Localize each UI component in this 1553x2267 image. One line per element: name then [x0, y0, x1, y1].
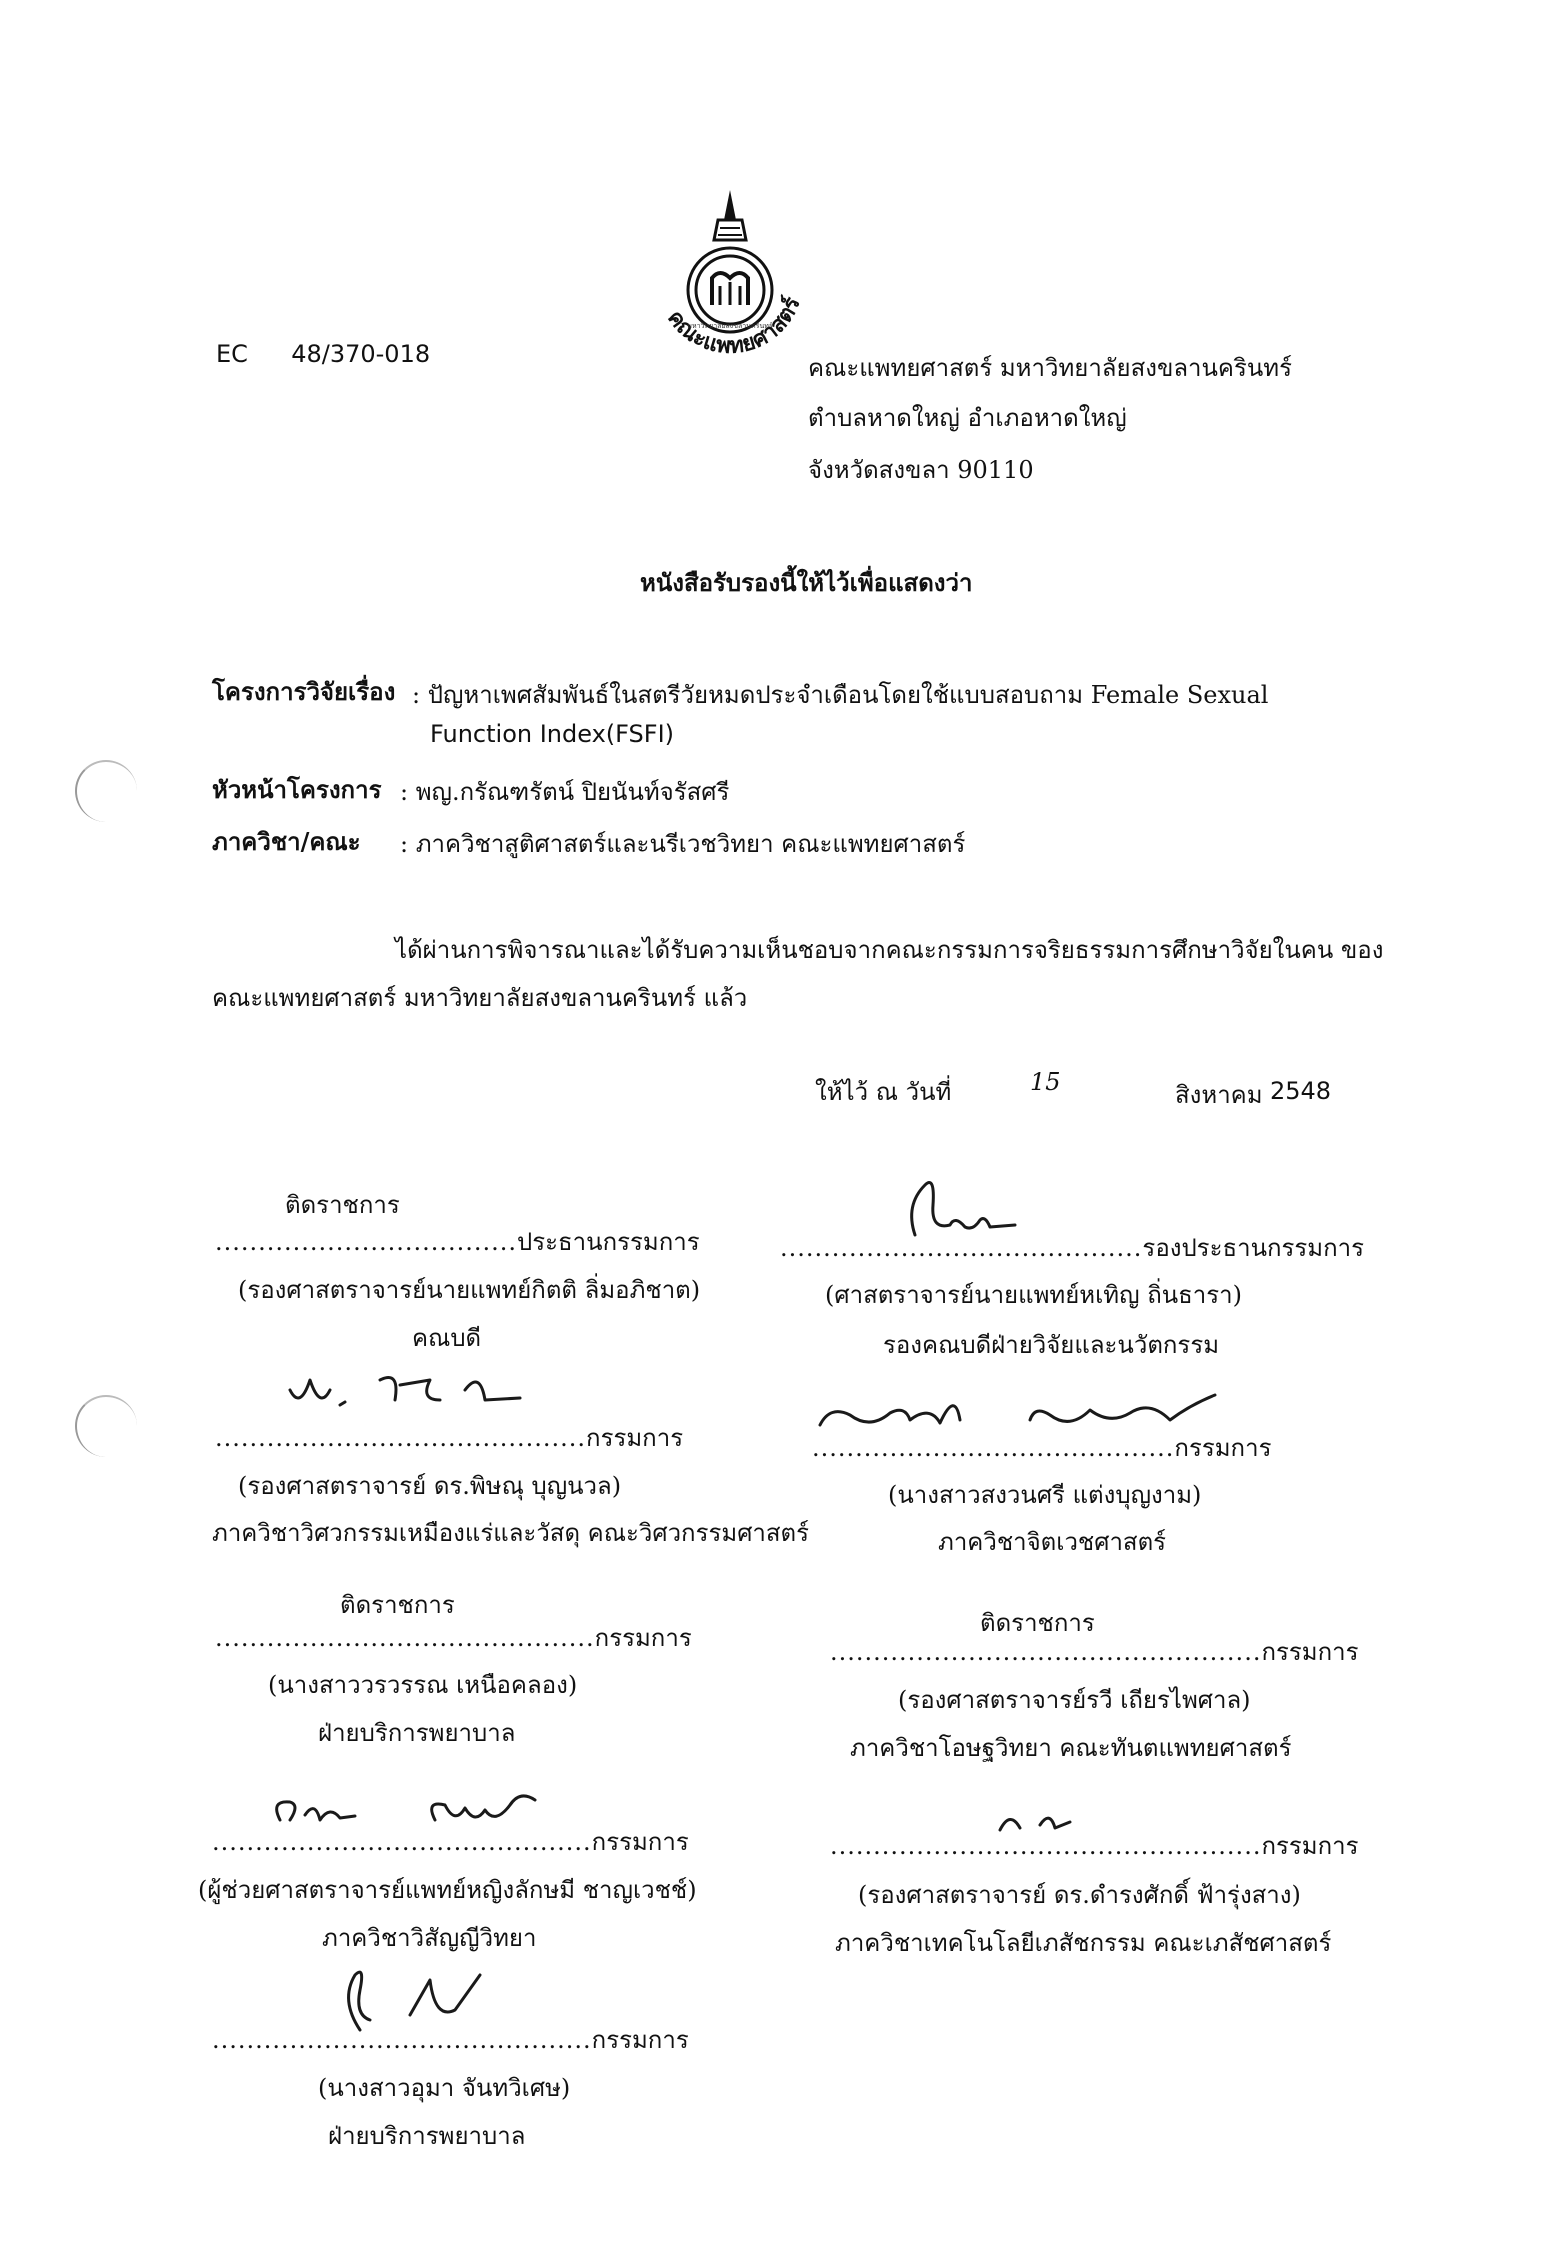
signatory-9-name: (นางสาวอุมา จันทวิเศษ) [318, 2074, 571, 2102]
leader-value: : พญ.กรัณฑรัตน์ ปิยนันท์จรัสศรี [400, 778, 730, 806]
signatory-8-role: กรรมการ [1261, 1832, 1359, 1860]
signatory-8-line [830, 1826, 1358, 1865]
signatory-2-name: (ศาสตราจารย์นายแพทย์หเทิญ ถิ่นธารา) [825, 1281, 1242, 1309]
signatory-5-position: ฝ่ายบริการพยาบาล [318, 1719, 516, 1747]
certificate-title: หนังสือรับรองนี้ให้ไว้เพื่อแสดงว่า [640, 568, 973, 597]
signatory-9-position: ฝ่ายบริการพยาบาล [328, 2122, 526, 2150]
signature-dots: .......................................... [812, 1434, 1175, 1462]
signature-dots: ............................................ [215, 1624, 595, 1652]
signatory-3-line [215, 1418, 683, 1457]
signatory-1-position: คณบดี [412, 1324, 482, 1352]
ref-number: 48/370-018 [291, 340, 431, 368]
signatory-7-line [212, 1822, 689, 1861]
signatory-6-role: กรรมการ [1261, 1638, 1359, 1666]
issue-date-day: 15 [1030, 1068, 1061, 1096]
punch-hole-bottom [75, 1395, 137, 1457]
ref-prefix: EC [216, 340, 248, 368]
signature-dots: .................................................. [830, 1638, 1262, 1666]
seal-inner-text: มหาวิทยาลัยสงขลานครินทร์ [687, 322, 773, 330]
signatory-7-position: ภาควิชาวิสัญญีวิทยา [322, 1924, 537, 1952]
signatory-2-role: รองประธานกรรมการ [1142, 1234, 1365, 1262]
faculty-seal [640, 180, 820, 370]
address-line-2: ตำบลหาดใหญ่ อำเภอหาดใหญ่ [808, 404, 1127, 432]
signatory-7-name: (ผู้ช่วยศาสตราจารย์แพทย์หญิงลักษมี ชาญเวชช์) [198, 1876, 697, 1904]
signatory-4-name: (นางสาวสงวนศรี แต่งบุญงาม) [888, 1481, 1202, 1509]
signatory-4-line [812, 1428, 1271, 1467]
dept-label: ภาควิชา/คณะ [212, 827, 361, 856]
signatory-5-name: (นางสาววรวรรณ เหนือคลอง) [268, 1671, 578, 1699]
project-title-line-1: : ปัญหาเพศสัมพันธ์ในสตรีวัยหมดประจำเดือนโดยใช้แบบสอบถาม Female Sexual [412, 681, 1269, 709]
signature-dots: ................................... [215, 1228, 518, 1256]
address-line-1: คณะแพทยศาสตร์ มหาวิทยาลัยสงขลานครินทร์ [808, 354, 1292, 382]
signatory-9-role: กรรมการ [591, 2026, 689, 2054]
signatory-1-note: ติดราชการ [285, 1191, 400, 1219]
signatory-2-line [780, 1228, 1364, 1267]
issue-date-prefix: ให้ไว้ ณ วันที่ [815, 1078, 952, 1106]
signatory-3-position: ภาควิชาวิศวกรรมเหมืองแร่และวัสดุ คณะวิศวกรรมศาสตร์ [212, 1519, 810, 1547]
issue-date-year: 2548 [1270, 1077, 1332, 1105]
signature-dots: ........................................... [215, 1424, 587, 1452]
signatory-2-position: รองคณบดีฝ่ายวิจัยและนวัตกรรม [883, 1331, 1220, 1359]
signatory-6-position: ภาควิชาโอษฐวิทยา คณะทันตแพทยศาสตร์ [850, 1734, 1292, 1762]
signatory-3-name: (รองศาสตราจารย์ ดร.พิษณุ บุญนวล) [238, 1472, 622, 1500]
signatory-3-role: กรรมการ [586, 1424, 684, 1452]
signatory-6-name: (รองศาสตราจารย์รวี เถียรไพศาล) [898, 1686, 1251, 1714]
signatory-6-line [830, 1632, 1358, 1671]
signature-dots: ............................................ [212, 1828, 592, 1856]
signatory-4-role: กรรมการ [1174, 1434, 1272, 1462]
project-label: โครงการวิจัยเรื่อง [212, 677, 396, 706]
signatory-5-line [215, 1618, 692, 1657]
body-line-2: คณะแพทยศาสตร์ มหาวิทยาลัยสงขลานครินทร์ แล้ว [212, 984, 748, 1012]
leader-label: หัวหน้าโครงการ [212, 775, 382, 804]
signature-dots: .................................................. [830, 1832, 1262, 1860]
signatory-5-note: ติดราชการ [340, 1591, 455, 1619]
punch-hole-top [75, 760, 137, 822]
signatory-4-position: ภาควิชาจิตเวชศาสตร์ [938, 1528, 1167, 1556]
project-title-line-2: Function Index(FSFI) [430, 720, 675, 748]
signatory-1-name: (รองศาสตราจารย์นายแพทย์กิตติ ลิ่มอภิชาต) [238, 1276, 701, 1304]
reference-number [216, 340, 430, 368]
address-line-3: จังหวัดสงขลา 90110 [808, 456, 1034, 484]
body-line-1: ได้ผ่านการพิจารณาและได้รับความเห็นชอบจากคณะกรรมการจริยธรรมการศึกษาวิจัยในคน ของ [395, 936, 1384, 964]
signatory-6-note: ติดราชการ [980, 1609, 1095, 1637]
signatory-7-role: กรรมการ [591, 1828, 689, 1856]
signatory-9-line [212, 2020, 689, 2059]
signature-dots: .......................................... [780, 1234, 1143, 1262]
signatory-1-role: ประธานกรรมการ [517, 1228, 700, 1256]
seal-arc-text: คณะแพทยศาสตร์ [662, 293, 806, 360]
signatory-5-role: กรรมการ [594, 1624, 692, 1652]
dept-value: : ภาควิชาสูติศาสตร์และนรีเวชวิทยา คณะแพทยศาสตร์ [400, 830, 966, 858]
signature-dots: ............................................ [212, 2026, 592, 2054]
issue-date-month: สิงหาคม [1175, 1081, 1263, 1109]
signatory-8-name: (รองศาสตราจารย์ ดร.ดำรงศักดิ์ ฟ้ารุ่งสาง) [858, 1881, 1301, 1909]
signatory-1-line [215, 1222, 700, 1261]
signature-3 [280, 1360, 540, 1420]
signatory-8-position: ภาควิชาเทคโนโลยีเภสัชกรรม คณะเภสัชศาสตร์ [835, 1929, 1332, 1957]
